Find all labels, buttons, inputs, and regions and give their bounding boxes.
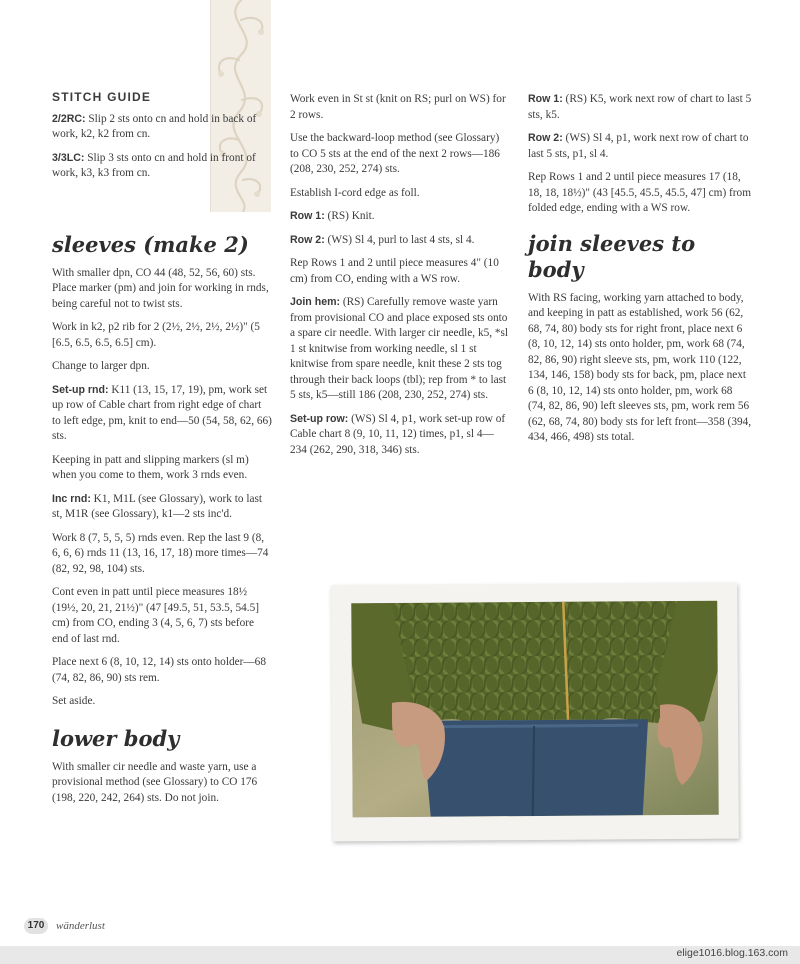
paragraph: Work even in St st (knit on RS; purl on WS) for 2 rows. [290,93,506,121]
watermark-text: elige1016.blog.163.com [676,947,788,959]
paragraph: Row 2: (WS) Sl 4, p1, work next row of chart to last 5 sts, p1, sl 4. [528,132,749,160]
paragraph: Row 2: (WS) Sl 4, purl to last 4 sts, sl 4. [290,233,475,246]
column-right [528,92,752,454]
paragraph: Change to larger dpn. [52,360,150,372]
paragraph: Establish I-cord edge as foll. [290,186,420,199]
section-title-join-sleeves: join sleeves to body [528,230,696,282]
lower-body-section [52,726,272,807]
paragraph: Keeping in patt and slipping markers (sl m) when you come to them, work 3 rnds even. [52,453,249,481]
paragraph: Cont even in patt until piece measures 18½ (19½, 20, 21, 21½)" (47 [49.5, 51, 53.5, 54.5] cm) from CO, ending 3 (4, 5, 6, 7) sts before end of last rnd. [52,586,259,645]
paragraph: With RS facing, working yarn attached to body, and keeping in patt as established, work 56 (62, 68, 74, 80) body sts for right front, place next 6 (8, 10, 12, 14) sts onto holder, pm, work 68 (74, 82, 86, 90) right sleeve sts, pm, work 110 (122, 134, 146, 158) body sts for back, pm, place next 6 (8, 10, 12, 14) sts onto holder, pm, work 68 (74, 82, 86, 90) left sleeves sts, pm, work rem 56 (62, 68, 74, 80) body sts for left front—358 (394, 434, 466, 498) sts total. [528,291,752,443]
paragraph: Set aside. [52,695,96,707]
join-sleeves-section [528,231,752,446]
paragraph: Row 1: (RS) Knit. [290,210,375,222]
sleeves-section [52,232,272,710]
stitch-guide-item: 3/3LC: Slip 3 sts onto cn and hold in front of work, k3, k3 from cn. [52,151,256,179]
paragraph: Work in k2, p2 rib for 2 (2½, 2½, 2½, 2½)" (5 [6.5, 6.5, 6.5, 6.5] cm). [52,321,260,349]
book-title: wänderlust [56,920,105,932]
stitch-guide-title: STITCH GUIDE [52,90,152,104]
stitch-guide-item: 2/2RC: Slip 2 sts onto cn and hold in back of work, k2, k2 from cn. [52,112,257,140]
column-left [52,90,272,814]
page-number: 170 [24,918,48,934]
paragraph: Place next 6 (8, 10, 12, 14) sts onto holder—68 (74, 82, 86, 90) sts rem. [52,656,266,684]
paragraph: Inc rnd: K1, M1L (see Glossary), work to last st, M1R (see Glossary), k1—2 sts inc'd. [52,492,263,520]
section-title-lower-body: lower body [52,725,180,751]
paragraph: Work 8 (7, 5, 5, 5) rnds even. Rep the last 9 (8, 6, 6, 6) rnds 11 (13, 16, 17, 18) more times—74 (82, 92, 98, 104) sts. [52,531,269,575]
paragraph: With smaller dpn, CO 44 (48, 52, 56, 60) sts. Place marker (pm) and join for working in rnds, being careful not to twist sts. [52,266,269,310]
section-title-sleeves: sleeves (make 2) [52,231,249,257]
paragraph: Set-up row: (WS) Sl 4, p1, work set-up row of Cable chart 8 (9, 10, 11, 12) times, p1, sl 4—234 (262, 290, 318, 346) sts. [290,412,506,456]
sweater-photo [351,601,718,818]
stitch-guide [52,90,272,182]
paragraph: With smaller cir needle and waste yarn, use a provisional method (see Glossary) to CO 176 (198, 220, 242, 264) sts. Do not join. [52,760,258,804]
paragraph: Join hem: (RS) Carefully remove waste yarn from provisional CO and place exposed sts onto a spare cir needle. With larger cir needle, k5, *sl 1 st knitwise from working needle, sl 1 st knitwise from spare needle, knit these 2 sts tog through their back loops (tbl); rep from * to last 5 sts, k5—still 186 (208, 230, 252, 274) sts. [290,296,509,401]
paragraph: Use the backward-loop method (see Glossary) to CO 5 sts at the end of the next 2 rows—186 (208, 230, 252, 274) sts. [290,132,500,175]
paragraph: Rep Rows 1 and 2 until piece measures 17 (18, 18, 18, 18½)" (43 [45.5, 45.5, 45.5, 47] cm) from folded edge, ending with a WS row. [528,171,751,214]
paragraph: Rep Rows 1 and 2 until piece measures 4" (10 cm) from CO, ending with a WS row. [290,257,499,285]
paragraph: Set-up rnd: K11 (13, 15, 17, 19), pm, work set up row of Cable chart from right edge of chart to left edge, pm, knit to end—50 (54, 58, 62, 66) sts. [52,383,272,442]
column-middle [290,92,510,466]
paragraph: Row 1: (RS) K5, work next row of chart to last 5 sts, k5. [528,93,752,121]
photo-frame [331,583,739,842]
